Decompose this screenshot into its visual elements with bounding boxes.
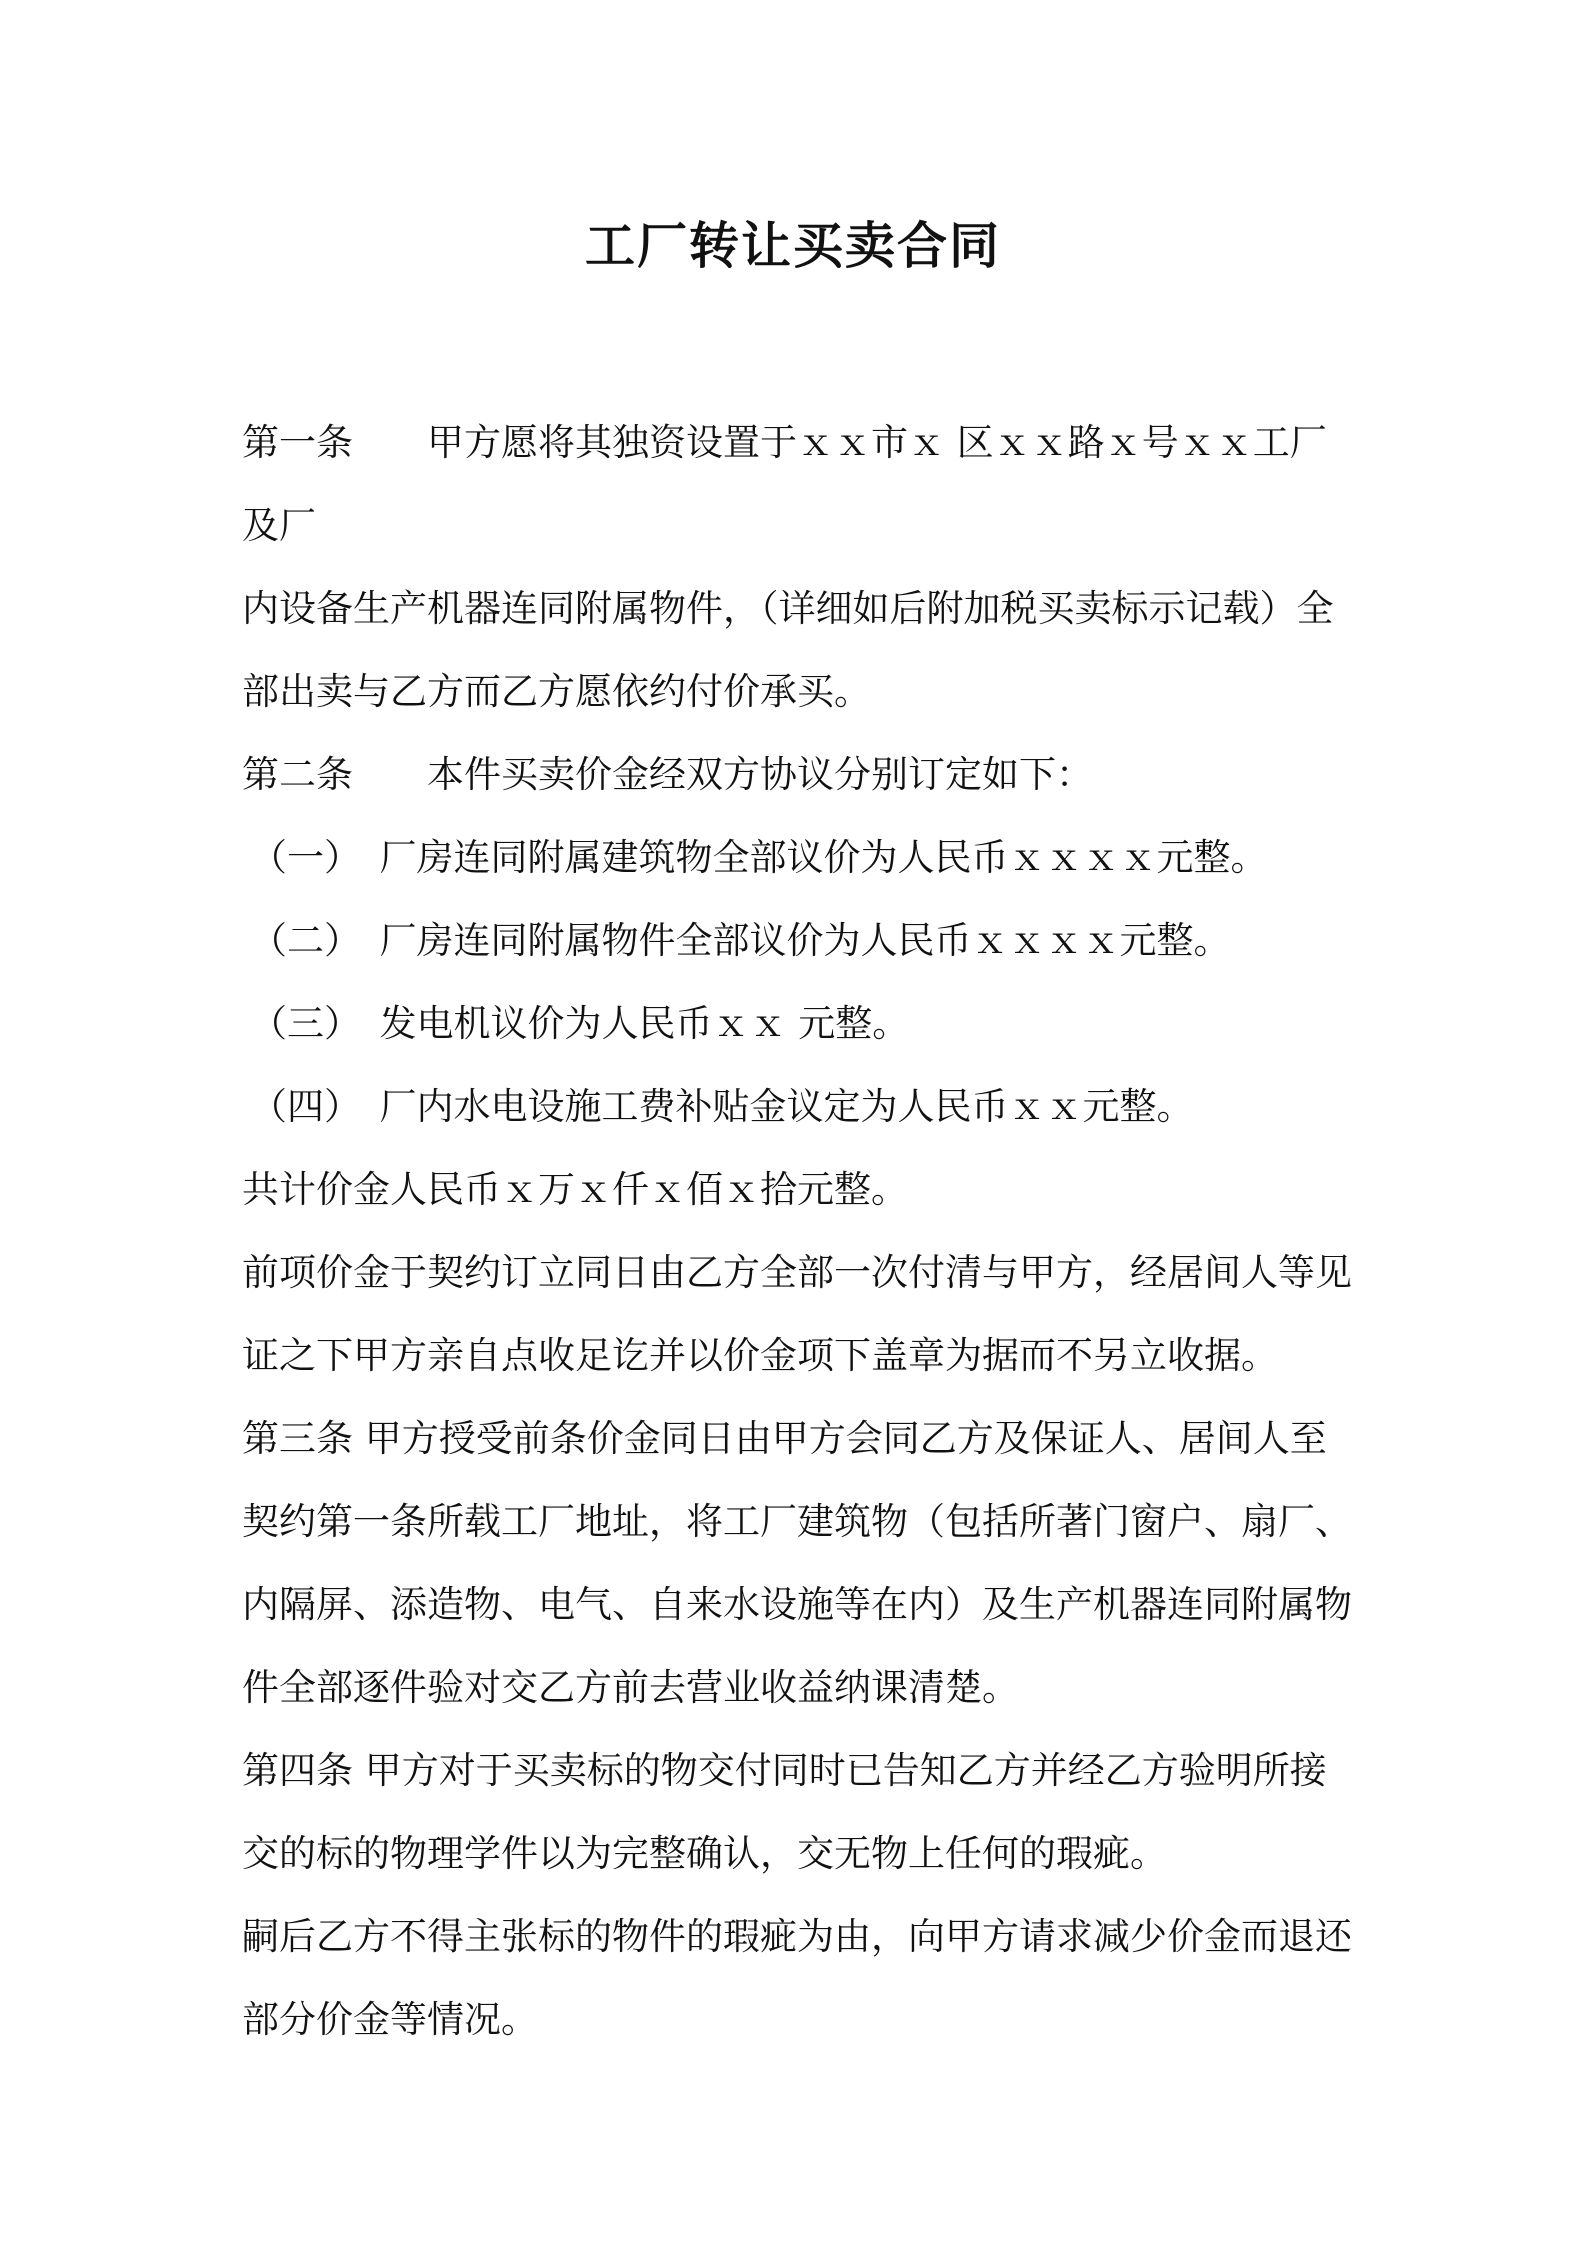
- article-4-line-3: 嗣后乙方不得主张标的物件的瑕疵为由，向甲方请求减少价金而退还: [242, 1915, 1352, 1958]
- article-2-item-1: （一） 厂房连同附属建筑物全部议价为人民币ｘｘｘｘ元整。: [250, 836, 1268, 879]
- article-2-item-2: （二） 厂房连同附属物件全部议价为人民币ｘｘｘｘ元整。: [250, 919, 1231, 962]
- article-3-line-1: 第三条 甲方授受前条价金同日由甲方会同乙方及保证人、居间人至: [242, 1417, 1327, 1460]
- article-2-item-3: （三） 发电机议价为人民币ｘｘ 元整。: [250, 1002, 910, 1045]
- article-2-item-4: （四） 厂内水电设施工费补贴金议定为人民币ｘｘ元整。: [250, 1085, 1194, 1128]
- article-4-line-2: 交的标的物理学件以为完整确认，交无物上任何的瑕疵。: [242, 1832, 1167, 1875]
- article-3-line-4: 件全部逐件验对交乙方前去营业收益纳课清楚。: [242, 1666, 1019, 1709]
- article-1-line-1: 第一条 甲方愿将其独资设置于ｘｘ市ｘ 区ｘｘ路ｘ号ｘｘ工厂及厂: [242, 421, 1327, 547]
- article-4-line-1: 第四条 甲方对于买卖标的物交付同时已告知乙方并经乙方验明所接: [242, 1749, 1327, 1792]
- payment-line-2: 证之下甲方亲自点收足讫并以价金项下盖章为据而不另立收据。: [242, 1334, 1278, 1377]
- article-1-line-2: 内设备生产机器连同附属物件，（详细如后附加税买卖标示记载）全: [242, 587, 1334, 630]
- article-3-line-2: 契约第一条所载工厂地址，将工厂建筑物（包括所著门窗户、扇厂、: [242, 1500, 1352, 1543]
- article-4-line-4: 部分价金等情况。: [242, 1998, 538, 2041]
- payment-line-1: 前项价金于契约订立同日由乙方全部一次付清与甲方，经居间人等见: [242, 1251, 1352, 1294]
- article-1-line-3: 部出卖与乙方而乙方愿依约付价承买。: [242, 670, 871, 713]
- article-3-line-3: 内隔屏、添造物、电气、自来水设施等在内）及生产机器连同附属物: [242, 1583, 1352, 1626]
- contract-body: [242, 401, 1360, 2061]
- article-2-heading: 第二条 本件买卖价金经双方协议分别订定如下：: [242, 753, 1093, 796]
- total-price-line: 共计价金人民币ｘ万ｘ仟ｘ佰ｘ拾元整。: [242, 1168, 908, 1211]
- document-title: 工厂转让买卖合同: [585, 217, 1001, 275]
